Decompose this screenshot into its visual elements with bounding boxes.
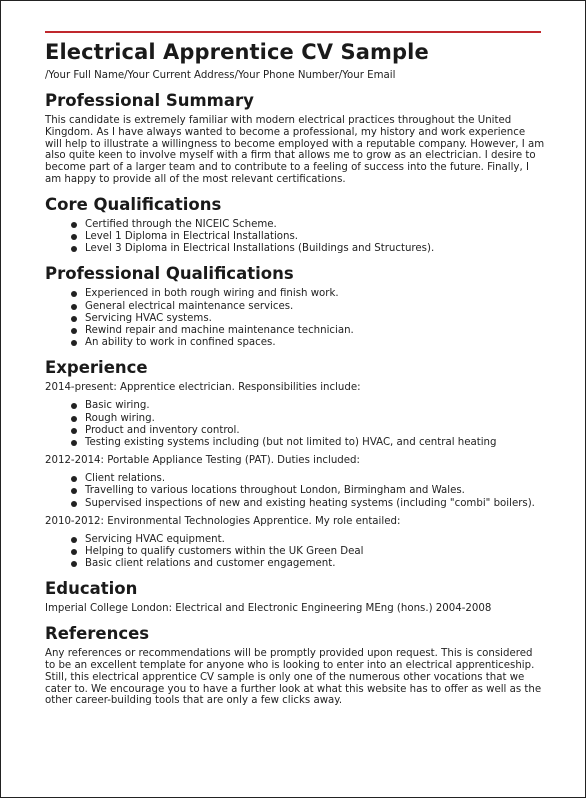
list-item: Servicing HVAC equipment.	[85, 534, 545, 546]
list-item: Basic wiring.	[85, 400, 545, 412]
job-intro: 2012-2014: Portable Appliance Testing (PAT). Duties included:	[45, 455, 360, 467]
professional-qualifications-list	[45, 288, 545, 349]
list-item: Client relations.	[85, 473, 545, 485]
core-qualifications-list	[45, 219, 545, 256]
list-item: Travelling to various locations throughout London, Birmingham and Wales.	[85, 485, 545, 497]
list-item: Servicing HVAC systems.	[85, 313, 545, 325]
list-item: Helping to qualify customers within the UK Green Deal	[85, 546, 545, 558]
cv-title: Electrical Apprentice CV Sample	[45, 40, 429, 64]
list-item: Basic client relations and customer engagement.	[85, 558, 545, 570]
references-heading: References	[45, 624, 150, 644]
summary-text: This candidate is extremely familiar with modern electrical practices throughout the United Kingdom. As I have always wanted to become a professional, my history and work experience will help to illustrate a willingness to become employed with a reputable company. However, I am also quite keen to involve myself with a firm that allows me to grow as an electrician. I desire to become part of a larger team and to contribute to a feeling of success into the future. Finally, I am happy to provide all of the most relevant certifications.	[45, 115, 545, 185]
education-text: Imperial College London: Electrical and Electronic Engineering MEng (hons.) 2004-2008	[45, 603, 492, 615]
job-duties-list	[45, 400, 545, 449]
core-qualifications-heading: Core Qualifications	[45, 194, 222, 214]
list-item: Level 3 Diploma in Electrical Installations (Buildings and Structures).	[85, 243, 545, 255]
list-item: Supervised inspections of new and existing heating systems (including "combi" boilers).	[85, 498, 545, 510]
header-accent-line	[45, 31, 541, 33]
cv-content	[45, 39, 545, 707]
list-item: Rough wiring.	[85, 413, 545, 425]
references-text: Any references or recommendations will be promptly provided upon request. This is considered to be an excellent template for anyone who is looking to enter into an electrical apprenticeship. Still, this electrical apprentice CV sample is only one of the numerous other vocations that we cater to. We encourage you to have a further look at what this website has to offer as well as the other career-building tools that are only a few clicks away.	[45, 648, 542, 707]
list-item: An ability to work in confined spaces.	[85, 337, 545, 349]
summary-heading: Professional Summary	[45, 91, 254, 110]
contact-line: /Your Full Name/Your Current Address/Your Phone Number/Your Email	[45, 70, 396, 81]
list-item: General electrical maintenance services.	[85, 301, 545, 313]
list-item: Certified through the NICEIC Scheme.	[85, 219, 545, 231]
list-item: Level 1 Diploma in Electrical Installations.	[85, 231, 545, 243]
list-item: Experienced in both rough wiring and finish work.	[85, 288, 545, 300]
job-duties-list	[45, 473, 545, 510]
job-intro: 2014-present: Apprentice electrician. Responsibilities include:	[45, 382, 361, 394]
experience-heading: Experience	[45, 358, 148, 378]
job-duties-list	[45, 534, 545, 571]
list-item: Testing existing systems including (but not limited to) HVAC, and central heating	[85, 437, 545, 449]
education-heading: Education	[45, 579, 138, 599]
job-intro: 2010-2012: Environmental Technologies Apprentice. My role entailed:	[45, 515, 401, 527]
professional-qualifications-heading: Professional Qualifications	[45, 264, 294, 284]
list-item: Rewind repair and machine maintenance technician.	[85, 325, 545, 337]
list-item: Product and inventory control.	[85, 425, 545, 437]
